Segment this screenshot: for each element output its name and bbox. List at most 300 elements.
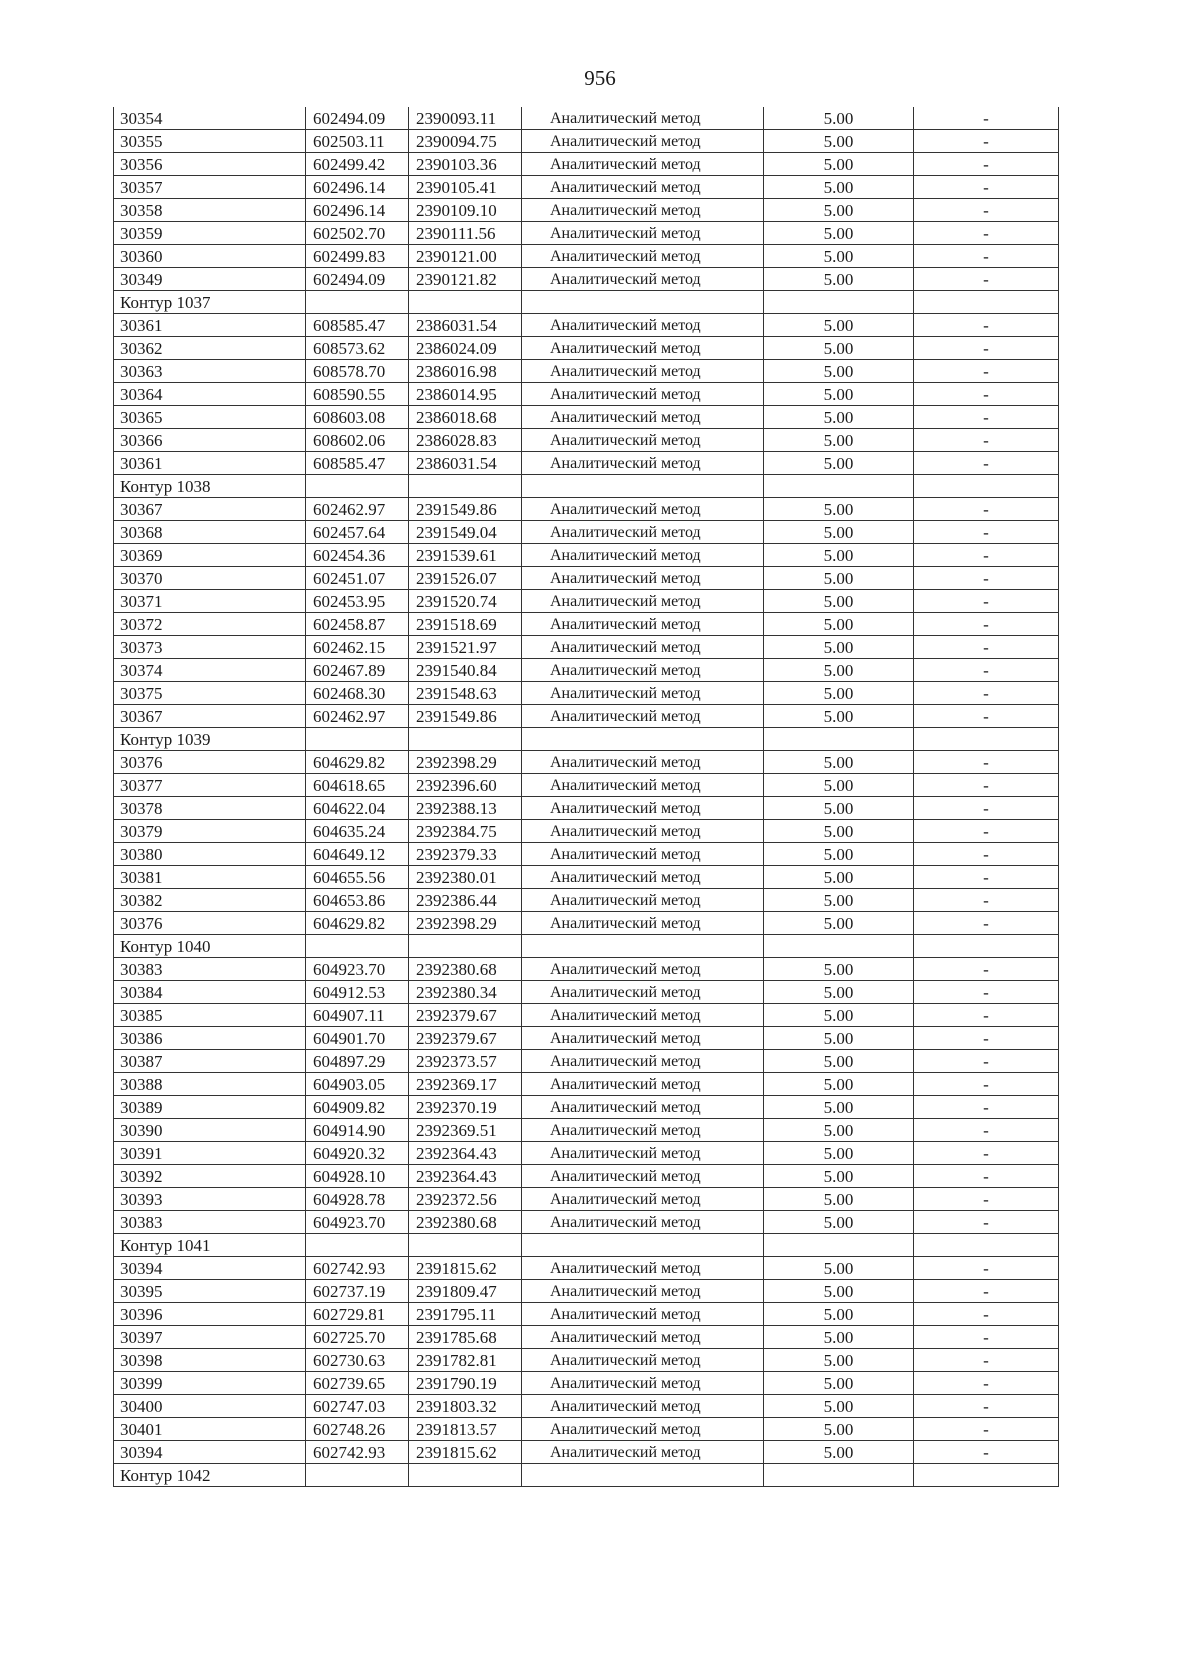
x-coordinate: 602496.14 xyxy=(306,199,409,222)
dash-cell: - xyxy=(914,130,1059,153)
table-row xyxy=(114,866,1059,889)
accuracy: 5.00 xyxy=(764,337,914,360)
dash-cell: - xyxy=(914,268,1059,291)
method: Аналитический метод xyxy=(522,199,764,222)
y-coordinate: 2390111.56 xyxy=(409,222,522,245)
y-coordinate: 2390105.41 xyxy=(409,176,522,199)
method: Аналитический метод xyxy=(522,1165,764,1188)
x-coordinate: 604653.86 xyxy=(306,889,409,912)
y-coordinate: 2392369.17 xyxy=(409,1073,522,1096)
contour-header-row xyxy=(114,935,1059,958)
y-coordinate: 2392380.68 xyxy=(409,958,522,981)
x-coordinate: 602742.93 xyxy=(306,1257,409,1280)
method: Аналитический метод xyxy=(522,383,764,406)
point-id: 30377 xyxy=(114,774,306,797)
contour-label: Контур 1041 xyxy=(114,1234,306,1257)
y-coordinate: 2390121.00 xyxy=(409,245,522,268)
y-coordinate: 2391809.47 xyxy=(409,1280,522,1303)
empty-cell xyxy=(522,728,764,751)
point-id: 30396 xyxy=(114,1303,306,1326)
point-id: 30356 xyxy=(114,153,306,176)
empty-cell xyxy=(409,291,522,314)
accuracy: 5.00 xyxy=(764,268,914,291)
table-row xyxy=(114,889,1059,912)
table-row xyxy=(114,1142,1059,1165)
x-coordinate: 604928.10 xyxy=(306,1165,409,1188)
table-row xyxy=(114,1441,1059,1464)
dash-cell: - xyxy=(914,1165,1059,1188)
accuracy: 5.00 xyxy=(764,199,914,222)
y-coordinate: 2386031.54 xyxy=(409,314,522,337)
method: Аналитический метод xyxy=(522,682,764,705)
method: Аналитический метод xyxy=(522,981,764,1004)
dash-cell: - xyxy=(914,567,1059,590)
table-row xyxy=(114,1280,1059,1303)
point-id: 30367 xyxy=(114,705,306,728)
point-id: 30383 xyxy=(114,958,306,981)
y-coordinate: 2392370.19 xyxy=(409,1096,522,1119)
x-coordinate: 604629.82 xyxy=(306,912,409,935)
y-coordinate: 2392380.34 xyxy=(409,981,522,1004)
method: Аналитический метод xyxy=(522,268,764,291)
x-coordinate: 604629.82 xyxy=(306,751,409,774)
table-row xyxy=(114,1349,1059,1372)
point-id: 30354 xyxy=(114,107,306,130)
empty-cell xyxy=(914,1234,1059,1257)
method: Аналитический метод xyxy=(522,1303,764,1326)
accuracy: 5.00 xyxy=(764,636,914,659)
dash-cell: - xyxy=(914,1395,1059,1418)
x-coordinate: 602747.03 xyxy=(306,1395,409,1418)
table-row xyxy=(114,636,1059,659)
table-row xyxy=(114,958,1059,981)
table-row xyxy=(114,1188,1059,1211)
dash-cell: - xyxy=(914,1119,1059,1142)
method: Аналитический метод xyxy=(522,107,764,130)
x-coordinate: 602458.87 xyxy=(306,613,409,636)
y-coordinate: 2392398.29 xyxy=(409,751,522,774)
y-coordinate: 2390103.36 xyxy=(409,153,522,176)
table-row xyxy=(114,383,1059,406)
method: Аналитический метод xyxy=(522,1188,764,1211)
y-coordinate: 2392380.68 xyxy=(409,1211,522,1234)
empty-cell xyxy=(409,1464,522,1487)
accuracy: 5.00 xyxy=(764,383,914,406)
y-coordinate: 2392388.13 xyxy=(409,797,522,820)
empty-cell xyxy=(764,1234,914,1257)
empty-cell xyxy=(409,1234,522,1257)
dash-cell: - xyxy=(914,866,1059,889)
method: Аналитический метод xyxy=(522,337,764,360)
table-row xyxy=(114,820,1059,843)
dash-cell: - xyxy=(914,107,1059,130)
accuracy: 5.00 xyxy=(764,245,914,268)
method: Аналитический метод xyxy=(522,245,764,268)
y-coordinate: 2392364.43 xyxy=(409,1142,522,1165)
table-row xyxy=(114,1211,1059,1234)
table-row xyxy=(114,843,1059,866)
method: Аналитический метод xyxy=(522,567,764,590)
dash-cell: - xyxy=(914,1280,1059,1303)
method: Аналитический метод xyxy=(522,406,764,429)
x-coordinate: 608602.06 xyxy=(306,429,409,452)
point-id: 30386 xyxy=(114,1027,306,1050)
method: Аналитический метод xyxy=(522,1395,764,1418)
dash-cell: - xyxy=(914,659,1059,682)
dash-cell: - xyxy=(914,222,1059,245)
method: Аналитический метод xyxy=(522,659,764,682)
method: Аналитический метод xyxy=(522,1119,764,1142)
empty-cell xyxy=(522,475,764,498)
table-row xyxy=(114,130,1059,153)
x-coordinate: 604920.32 xyxy=(306,1142,409,1165)
method: Аналитический метод xyxy=(522,889,764,912)
dash-cell: - xyxy=(914,1326,1059,1349)
x-coordinate: 604622.04 xyxy=(306,797,409,820)
method: Аналитический метод xyxy=(522,820,764,843)
method: Аналитический метод xyxy=(522,153,764,176)
y-coordinate: 2391521.97 xyxy=(409,636,522,659)
accuracy: 5.00 xyxy=(764,866,914,889)
x-coordinate: 608585.47 xyxy=(306,452,409,475)
accuracy: 5.00 xyxy=(764,1050,914,1073)
y-coordinate: 2391548.63 xyxy=(409,682,522,705)
table-row xyxy=(114,1165,1059,1188)
accuracy: 5.00 xyxy=(764,958,914,981)
method: Аналитический метод xyxy=(522,751,764,774)
dash-cell: - xyxy=(914,705,1059,728)
accuracy: 5.00 xyxy=(764,1280,914,1303)
method: Аналитический метод xyxy=(522,222,764,245)
y-coordinate: 2391782.81 xyxy=(409,1349,522,1372)
x-coordinate: 604903.05 xyxy=(306,1073,409,1096)
accuracy: 5.00 xyxy=(764,797,914,820)
contour-header-row xyxy=(114,1464,1059,1487)
table-row xyxy=(114,222,1059,245)
method: Аналитический метод xyxy=(522,498,764,521)
x-coordinate: 602730.63 xyxy=(306,1349,409,1372)
y-coordinate: 2392396.60 xyxy=(409,774,522,797)
accuracy: 5.00 xyxy=(764,1372,914,1395)
point-id: 30393 xyxy=(114,1188,306,1211)
x-coordinate: 602454.36 xyxy=(306,544,409,567)
dash-cell: - xyxy=(914,153,1059,176)
table-row xyxy=(114,1395,1059,1418)
x-coordinate: 602457.64 xyxy=(306,521,409,544)
method: Аналитический метод xyxy=(522,521,764,544)
point-id: 30363 xyxy=(114,360,306,383)
contour-label: Контур 1039 xyxy=(114,728,306,751)
method: Аналитический метод xyxy=(522,797,764,820)
point-id: 30357 xyxy=(114,176,306,199)
method: Аналитический метод xyxy=(522,1050,764,1073)
accuracy: 5.00 xyxy=(764,981,914,1004)
accuracy: 5.00 xyxy=(764,130,914,153)
table-row xyxy=(114,429,1059,452)
table-row xyxy=(114,682,1059,705)
table-row xyxy=(114,705,1059,728)
y-coordinate: 2392386.44 xyxy=(409,889,522,912)
accuracy: 5.00 xyxy=(764,1073,914,1096)
empty-cell xyxy=(306,935,409,958)
point-id: 30371 xyxy=(114,590,306,613)
accuracy: 5.00 xyxy=(764,498,914,521)
method: Аналитический метод xyxy=(522,1326,764,1349)
contour-label: Контур 1042 xyxy=(114,1464,306,1487)
dash-cell: - xyxy=(914,176,1059,199)
point-id: 30358 xyxy=(114,199,306,222)
point-id: 30349 xyxy=(114,268,306,291)
y-coordinate: 2390094.75 xyxy=(409,130,522,153)
y-coordinate: 2392380.01 xyxy=(409,866,522,889)
accuracy: 5.00 xyxy=(764,613,914,636)
accuracy: 5.00 xyxy=(764,1441,914,1464)
contour-header-row xyxy=(114,291,1059,314)
point-id: 30362 xyxy=(114,337,306,360)
table-row xyxy=(114,1119,1059,1142)
method: Аналитический метод xyxy=(522,360,764,383)
dash-cell: - xyxy=(914,314,1059,337)
point-id: 30368 xyxy=(114,521,306,544)
method: Аналитический метод xyxy=(522,1257,764,1280)
x-coordinate: 602468.30 xyxy=(306,682,409,705)
empty-cell xyxy=(914,475,1059,498)
y-coordinate: 2386024.09 xyxy=(409,337,522,360)
dash-cell: - xyxy=(914,1349,1059,1372)
y-coordinate: 2390109.10 xyxy=(409,199,522,222)
point-id: 30392 xyxy=(114,1165,306,1188)
point-id: 30394 xyxy=(114,1441,306,1464)
accuracy: 5.00 xyxy=(764,774,914,797)
accuracy: 5.00 xyxy=(764,1096,914,1119)
y-coordinate: 2391795.11 xyxy=(409,1303,522,1326)
empty-cell xyxy=(306,1464,409,1487)
table-row xyxy=(114,774,1059,797)
contour-label: Контур 1037 xyxy=(114,291,306,314)
empty-cell xyxy=(914,291,1059,314)
contour-header-row xyxy=(114,728,1059,751)
point-id: 30355 xyxy=(114,130,306,153)
y-coordinate: 2391549.86 xyxy=(409,705,522,728)
table-row xyxy=(114,1004,1059,1027)
accuracy: 5.00 xyxy=(764,659,914,682)
x-coordinate: 608603.08 xyxy=(306,406,409,429)
dash-cell: - xyxy=(914,1073,1059,1096)
dash-cell: - xyxy=(914,1257,1059,1280)
dash-cell: - xyxy=(914,1372,1059,1395)
empty-cell xyxy=(522,935,764,958)
x-coordinate: 608573.62 xyxy=(306,337,409,360)
dash-cell: - xyxy=(914,383,1059,406)
empty-cell xyxy=(409,935,522,958)
point-id: 30388 xyxy=(114,1073,306,1096)
y-coordinate: 2391518.69 xyxy=(409,613,522,636)
x-coordinate: 602729.81 xyxy=(306,1303,409,1326)
dash-cell: - xyxy=(914,1188,1059,1211)
method: Аналитический метод xyxy=(522,544,764,567)
dash-cell: - xyxy=(914,1142,1059,1165)
x-coordinate: 604618.65 xyxy=(306,774,409,797)
y-coordinate: 2392379.67 xyxy=(409,1004,522,1027)
point-id: 30391 xyxy=(114,1142,306,1165)
page-number: 956 xyxy=(584,66,616,90)
dash-cell: - xyxy=(914,774,1059,797)
x-coordinate: 604928.78 xyxy=(306,1188,409,1211)
dash-cell: - xyxy=(914,521,1059,544)
table-row xyxy=(114,245,1059,268)
accuracy: 5.00 xyxy=(764,705,914,728)
table-row xyxy=(114,567,1059,590)
x-coordinate: 608585.47 xyxy=(306,314,409,337)
dash-cell: - xyxy=(914,1303,1059,1326)
accuracy: 5.00 xyxy=(764,590,914,613)
point-id: 30379 xyxy=(114,820,306,843)
accuracy: 5.00 xyxy=(764,314,914,337)
x-coordinate: 602742.93 xyxy=(306,1441,409,1464)
contour-label: Контур 1038 xyxy=(114,475,306,498)
point-id: 30380 xyxy=(114,843,306,866)
table-row xyxy=(114,1027,1059,1050)
accuracy: 5.00 xyxy=(764,153,914,176)
y-coordinate: 2391539.61 xyxy=(409,544,522,567)
method: Аналитический метод xyxy=(522,429,764,452)
y-coordinate: 2386014.95 xyxy=(409,383,522,406)
method: Аналитический метод xyxy=(522,1372,764,1395)
method: Аналитический метод xyxy=(522,452,764,475)
table-row xyxy=(114,314,1059,337)
y-coordinate: 2391520.74 xyxy=(409,590,522,613)
point-id: 30397 xyxy=(114,1326,306,1349)
dash-cell: - xyxy=(914,682,1059,705)
accuracy: 5.00 xyxy=(764,452,914,475)
x-coordinate: 602748.26 xyxy=(306,1418,409,1441)
empty-cell xyxy=(409,728,522,751)
dash-cell: - xyxy=(914,1441,1059,1464)
accuracy: 5.00 xyxy=(764,406,914,429)
dash-cell: - xyxy=(914,981,1059,1004)
empty-cell xyxy=(306,728,409,751)
x-coordinate: 604907.11 xyxy=(306,1004,409,1027)
contour-header-row xyxy=(114,1234,1059,1257)
x-coordinate: 608590.55 xyxy=(306,383,409,406)
point-id: 30370 xyxy=(114,567,306,590)
accuracy: 5.00 xyxy=(764,1303,914,1326)
x-coordinate: 602462.15 xyxy=(306,636,409,659)
method: Аналитический метод xyxy=(522,314,764,337)
x-coordinate: 602499.83 xyxy=(306,245,409,268)
x-coordinate: 604923.70 xyxy=(306,1211,409,1234)
table-row xyxy=(114,337,1059,360)
empty-cell xyxy=(764,935,914,958)
y-coordinate: 2391803.32 xyxy=(409,1395,522,1418)
y-coordinate: 2392398.29 xyxy=(409,912,522,935)
dash-cell: - xyxy=(914,590,1059,613)
table-row xyxy=(114,1050,1059,1073)
accuracy: 5.00 xyxy=(764,1418,914,1441)
point-id: 30395 xyxy=(114,1280,306,1303)
empty-cell xyxy=(764,475,914,498)
point-id: 30401 xyxy=(114,1418,306,1441)
x-coordinate: 602725.70 xyxy=(306,1326,409,1349)
method: Аналитический метод xyxy=(522,774,764,797)
method: Аналитический метод xyxy=(522,705,764,728)
accuracy: 5.00 xyxy=(764,1211,914,1234)
table-row xyxy=(114,659,1059,682)
point-id: 30372 xyxy=(114,613,306,636)
method: Аналитический метод xyxy=(522,912,764,935)
dash-cell: - xyxy=(914,1418,1059,1441)
dash-cell: - xyxy=(914,1050,1059,1073)
accuracy: 5.00 xyxy=(764,751,914,774)
y-coordinate: 2392373.57 xyxy=(409,1050,522,1073)
x-coordinate: 608578.70 xyxy=(306,360,409,383)
method: Аналитический метод xyxy=(522,1349,764,1372)
dash-cell: - xyxy=(914,1096,1059,1119)
point-id: 30365 xyxy=(114,406,306,429)
x-coordinate: 604912.53 xyxy=(306,981,409,1004)
dash-cell: - xyxy=(914,889,1059,912)
point-id: 30360 xyxy=(114,245,306,268)
method: Аналитический метод xyxy=(522,130,764,153)
dash-cell: - xyxy=(914,406,1059,429)
table-row xyxy=(114,153,1059,176)
table-row xyxy=(114,107,1059,130)
method: Аналитический метод xyxy=(522,613,764,636)
accuracy: 5.00 xyxy=(764,1395,914,1418)
dash-cell: - xyxy=(914,958,1059,981)
point-id: 30394 xyxy=(114,1257,306,1280)
y-coordinate: 2386016.98 xyxy=(409,360,522,383)
dash-cell: - xyxy=(914,245,1059,268)
accuracy: 5.00 xyxy=(764,1326,914,1349)
point-id: 30359 xyxy=(114,222,306,245)
y-coordinate: 2392372.56 xyxy=(409,1188,522,1211)
accuracy: 5.00 xyxy=(764,360,914,383)
empty-cell xyxy=(764,1464,914,1487)
dash-cell: - xyxy=(914,1027,1059,1050)
dash-cell: - xyxy=(914,544,1059,567)
x-coordinate: 604655.56 xyxy=(306,866,409,889)
x-coordinate: 602494.09 xyxy=(306,268,409,291)
table-row xyxy=(114,751,1059,774)
dash-cell: - xyxy=(914,797,1059,820)
x-coordinate: 602467.89 xyxy=(306,659,409,682)
y-coordinate: 2391815.62 xyxy=(409,1257,522,1280)
method: Аналитический метод xyxy=(522,843,764,866)
y-coordinate: 2392369.51 xyxy=(409,1119,522,1142)
table-row xyxy=(114,797,1059,820)
dash-cell: - xyxy=(914,199,1059,222)
empty-cell xyxy=(409,475,522,498)
accuracy: 5.00 xyxy=(764,889,914,912)
point-id: 30361 xyxy=(114,314,306,337)
y-coordinate: 2390121.82 xyxy=(409,268,522,291)
dash-cell: - xyxy=(914,498,1059,521)
point-id: 30364 xyxy=(114,383,306,406)
accuracy: 5.00 xyxy=(764,843,914,866)
table-row xyxy=(114,544,1059,567)
table-row xyxy=(114,912,1059,935)
x-coordinate: 604909.82 xyxy=(306,1096,409,1119)
point-id: 30375 xyxy=(114,682,306,705)
x-coordinate: 602503.11 xyxy=(306,130,409,153)
dash-cell: - xyxy=(914,751,1059,774)
point-id: 30390 xyxy=(114,1119,306,1142)
method: Аналитический метод xyxy=(522,1027,764,1050)
dash-cell: - xyxy=(914,820,1059,843)
empty-cell xyxy=(522,1234,764,1257)
dash-cell: - xyxy=(914,636,1059,659)
